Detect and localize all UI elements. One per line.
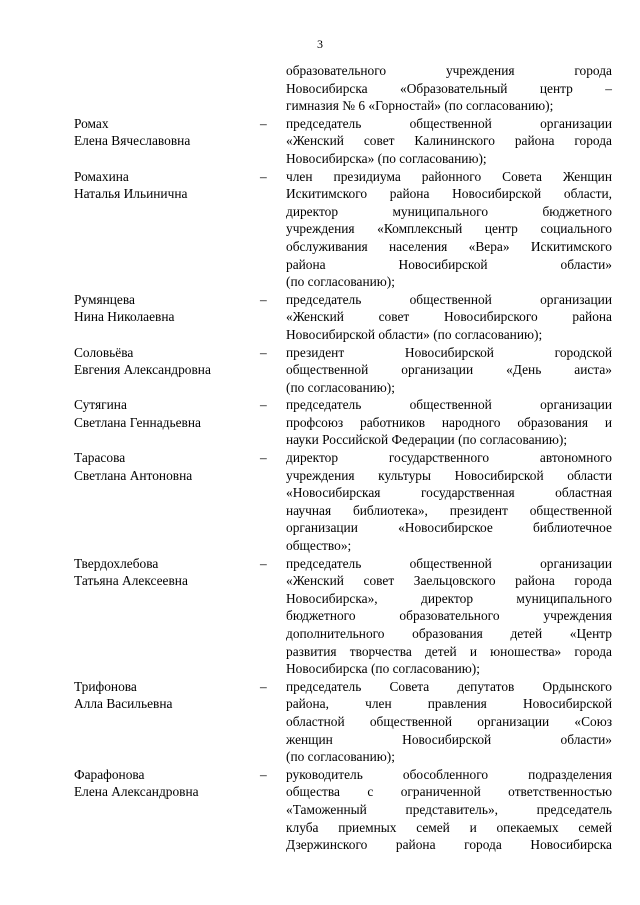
description-line: общественной организации «День аиста»	[286, 362, 612, 378]
member-dash: –	[260, 344, 267, 360]
member-entry	[74, 766, 614, 854]
member-dash: –	[260, 291, 267, 307]
member-given-name: Светлана Антоновна	[74, 467, 193, 483]
member-dash: –	[260, 115, 267, 131]
description-line: дополнительного образования детей «Центр	[286, 626, 612, 641]
member-description	[286, 555, 612, 678]
member-name	[74, 115, 260, 168]
member-dash: –	[260, 555, 267, 571]
description-line: Новосибирска», директор муниципального	[286, 590, 612, 606]
description-line: образовательного учреждения города	[286, 63, 612, 78]
description-line: бюджетного образовательного учреждения	[286, 608, 612, 624]
description-line: председатель общественной организации	[286, 291, 612, 307]
member-surname: Твердохлебова	[74, 555, 159, 571]
member-dash: –	[260, 766, 267, 782]
description-line: президент Новосибирской городской	[286, 344, 612, 360]
member-dash: –	[260, 397, 267, 413]
member-entry	[74, 396, 614, 449]
description-line: «Женский совет Калининского района города	[286, 133, 612, 149]
member-entry	[74, 168, 614, 291]
description-line: председатель общественной организации	[286, 115, 612, 131]
description-line: гимназия № 6 «Горностай» (по согласованию);	[286, 98, 554, 114]
member-dash: –	[260, 678, 267, 694]
member-surname: Румянцева	[74, 291, 135, 307]
description-line: научная библиотека», президент общественной	[286, 502, 612, 518]
member-entry	[74, 555, 614, 678]
member-entry	[74, 344, 614, 397]
member-name	[74, 291, 260, 344]
member-surname: Тарасова	[74, 450, 126, 466]
description-line: Новосибирска» (по согласованию);	[286, 150, 487, 166]
member-given-name: Светлана Геннадьевна	[74, 414, 201, 430]
description-line: Новосибирской области» (по согласованию);	[286, 326, 543, 342]
member-given-name: Евгения Александровна	[74, 362, 211, 378]
description-line: Новосибирска «Образовательный центр –	[286, 80, 612, 96]
member-description	[286, 766, 612, 854]
member-surname: Соловьёва	[74, 344, 134, 360]
member-given-name: Елена Вячеславовна	[74, 133, 191, 149]
member-name	[74, 344, 260, 397]
member-description	[286, 168, 612, 291]
description-line: учреждения культуры Новосибирской области	[286, 467, 612, 483]
member-surname: Ромахина	[74, 168, 129, 184]
member-surname: Ромах	[74, 115, 109, 131]
member-name	[74, 555, 260, 678]
description-line: науки Российской Федерации (по согласованию);	[286, 432, 568, 448]
member-given-name: Алла Васильевна	[74, 696, 173, 712]
dash-empty	[260, 62, 286, 115]
member-name	[74, 449, 260, 555]
description-line: района, член правления Новосибирской	[286, 696, 612, 712]
description-line: развития творчества детей и юношества» города	[286, 643, 612, 659]
member-surname: Трифонова	[74, 678, 137, 694]
description-line: председатель общественной организации	[286, 397, 612, 413]
description-line: Искитимского района Новосибирской области,	[286, 186, 612, 202]
description-line: председатель Совета депутатов Ордынского	[286, 678, 612, 694]
description-line: член президиума районного Совета Женщин	[286, 168, 612, 184]
member-description	[286, 291, 612, 344]
member-surname: Сутягина	[74, 397, 127, 413]
description-line: (по согласованию);	[286, 749, 395, 765]
description-line: (по согласованию);	[286, 274, 395, 290]
member-given-name: Татьяна Алексеевна	[74, 573, 188, 589]
continuation-description	[286, 62, 612, 115]
description-line: «Таможенный представитель», председатель	[286, 801, 612, 817]
description-line: общества с ограниченной ответственностью	[286, 784, 612, 800]
description-line: обслуживания населения «Вера» Искитимского	[286, 238, 612, 254]
member-entry	[74, 678, 614, 766]
member-entry	[74, 449, 614, 555]
member-description	[286, 449, 612, 555]
description-line: областной общественной организации «Союз	[286, 713, 612, 729]
description-line: председатель общественной организации	[286, 555, 612, 571]
description-line: «Женский совет Заельцовского района города	[286, 573, 612, 589]
description-line: клуба приемных семей и опекаемых семей	[286, 819, 612, 835]
description-line: «Женский совет Новосибирского района	[286, 309, 612, 325]
description-line: женщин Новосибирской области»	[286, 731, 612, 747]
description-line: профсоюз работников народного образования и	[286, 414, 612, 430]
member-entry	[74, 115, 614, 168]
member-description	[286, 344, 612, 397]
member-description	[286, 396, 612, 449]
description-line: директор государственного автономного	[286, 450, 612, 466]
description-line: Дзержинского района города Новосибирска	[286, 837, 612, 853]
page-number: 3	[317, 37, 323, 51]
member-name	[74, 168, 260, 291]
member-description	[286, 678, 612, 766]
description-line: (по согласованию);	[286, 379, 395, 395]
description-line: директор муниципального бюджетного	[286, 203, 612, 219]
description-line: учреждения «Комплексный центр социального	[286, 221, 612, 237]
member-list	[74, 62, 614, 854]
description-line: Новосибирска (по согласованию);	[286, 661, 480, 677]
member-dash: –	[260, 168, 267, 184]
description-line: общество»;	[286, 538, 352, 554]
member-dash: –	[260, 450, 267, 466]
member-name	[74, 396, 260, 449]
member-surname: Фарафонова	[74, 766, 145, 782]
member-given-name: Елена Александровна	[74, 784, 199, 800]
member-name	[74, 678, 260, 766]
description-line: «Новосибирская государственная областная	[286, 485, 612, 501]
member-entry	[74, 291, 614, 344]
description-line: руководитель обособленного подразделения	[286, 766, 612, 782]
member-name-empty	[74, 62, 260, 115]
member-given-name: Нина Николаевна	[74, 309, 175, 325]
member-description	[286, 115, 612, 168]
continuation-entry	[74, 62, 614, 115]
member-name	[74, 766, 260, 854]
description-line: района Новосибирской области»	[286, 256, 612, 272]
member-given-name: Наталья Ильинична	[74, 186, 188, 202]
description-line: организации «Новосибирское библиотечное	[286, 520, 612, 536]
